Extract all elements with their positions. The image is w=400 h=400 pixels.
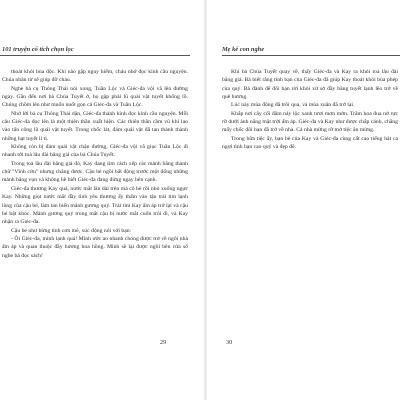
header-rule <box>0 55 190 56</box>
paragraph: Nghe bà cụ Thông Thái nói xong, Tuần Lộc và Giéc-đa vội vã lên đường ngay. Gần đến nơi bà Chúa Tuyết ở, họ gặp phải lũ quái vật tuyết khổng lồ. Chúng chồm lên như muốn nuốt gọn cả Giéc-đa và Tuần Lộc. <box>2 85 188 109</box>
page-body <box>222 68 398 151</box>
paragraph: Trong toà lâu đài băng giá đó, Kay đang tìm cách xếp các mảnh băng thành chữ "Vĩnh cửu" nhưng chẳng được. Cậu bé ngồi bất động trước một đống những mảnh băng vụn và không hề biết Giéc-đa đang đứng ngay bên cạnh. <box>2 160 188 184</box>
right-page <box>207 0 400 400</box>
paragraph: Khi bà Chúa Tuyết quay về, thấy Giéc-đa và Kay ra khỏi toà lâu đài băng giá. Bà biết rằng tình bạn của Giéc-đa đã giúp Kay thoát khỏi bùa phép của quỷ. Bà đành để đôi bạn rời khỏi xứ sở đầy băng tuyết lạnh lẽo trở về quê hương. <box>222 69 398 101</box>
paragraph: - Ôi Giéc-đa, mình lạnh quá! Mình ước ao nhanh chóng được trở về ngôi nhà ấm áp và quan thuộc đầy hương hoa hồng. Mình sẽ lại được ngồi bên cửa sổ nghe bà đọc sách! <box>2 235 188 259</box>
paragraph: Giéc-đa thương Kay quá, nước mắt lăn dài trên má cô bé rồi nhỏ xuống ngực Kay. Những giọt nước mắt đầy tình yêu thương ấy thấm vào tận trái tim lạnh lùng của cậu bé, làm tan biến mảnh gương quỷ. Trái tim Kay ấm áp trở lại và cậu bé bật khóc. Mảnh gương quỷ trong mắt cậu bị nước mắt cuốn trôi đi, và Kay nhận ra Giéc-đa. <box>2 185 188 226</box>
page-number: 29 <box>160 339 167 346</box>
paragraph: Nhớ lời bà cụ Thông Thái dặn, Giéc-đa thành kính đọc kinh cầu nguyện. Mỗi câu Giéc-đa đọc lên là một thiên thần xuất hiện. Các thiên thần cầm vũ khí lao vào tấn công lũ quái vật tuyết. Trong chốc lát, đám quái vật đã tan thành thành những hạt tuyết li ti. <box>2 110 188 142</box>
running-header: 101 truyện cổ tích chọn lọc <box>2 46 74 53</box>
running-header: Mẹ kể con nghe <box>222 46 265 53</box>
page-body <box>2 68 188 260</box>
paragraph: Trong bữa tiệc ấy, bạn bè của Kay và Giéc-đa cùng cất cao tiếng hát ca ngợi tình bạn cao quý và đẹp đẽ. <box>222 135 398 151</box>
paragraph: Khắp nơi cây cối đâm nảy lộc xanh tươi mơn mởn. Trăm hoa đua nở rực rỡ dưới ánh nắng mặt trời ấm áp. Giéc-đa và Kay như được chắp cánh, chẳng mấy chốc đôi bạn đã trở về nhà. Cả nhà mừng rỡ mở tiệc ăn mừng. <box>222 110 398 134</box>
paragraph: Cậu bé như bừng tỉnh cơn mê, xúc động nói với bạn: <box>11 227 132 234</box>
page-number: 30 <box>226 339 233 346</box>
paragraph: Không còn bị đám quái vật chặn đường, Giéc-đa vội vã giục Tuần Lộc đi nhanh tới toà lâu đài băng giá của bà Chúa Tuyết. <box>2 144 188 159</box>
paragraph: Lúc này mùa đông đã trôi qua, và mùa xuân đã trở lại. <box>231 102 355 109</box>
header-rule <box>222 55 400 56</box>
paragraph: thoát khỏi bùa độc. Khi nào gặp nguy hiểm, cháu nhớ đọc kinh cầu nguyện. Chúa nhân từ sẽ giúp đỡ cháu. <box>2 69 188 84</box>
